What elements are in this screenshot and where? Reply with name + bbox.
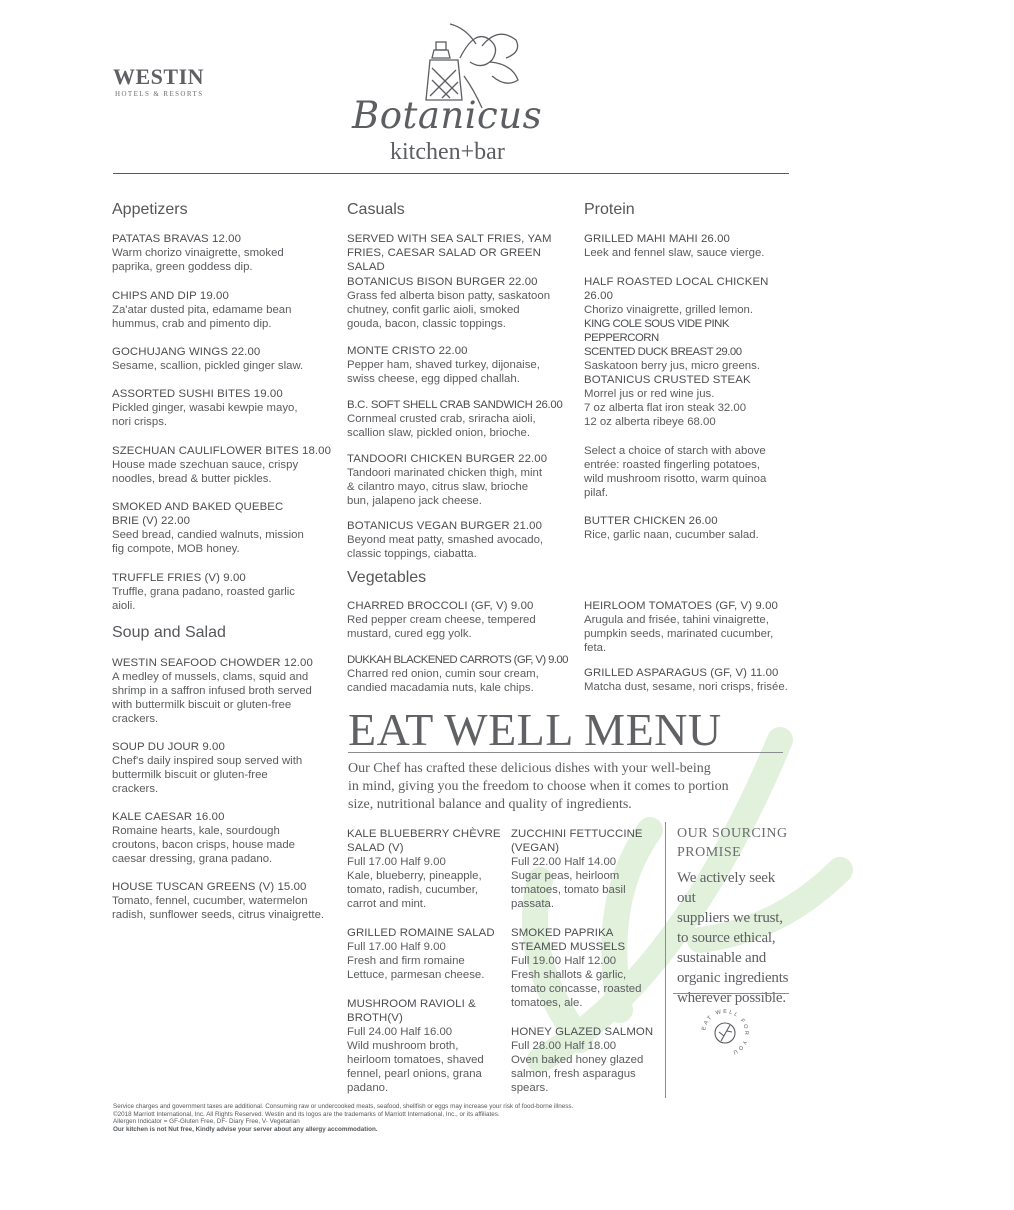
menu-item	[584, 666, 799, 694]
eat-well-intro: Our Chef has crafted these delicious dishes with your well-being in mind, giving you the freedom to choose when it comes to portion size, nutritional balance and quality of ingredients.	[348, 761, 729, 812]
eat-well-rule	[348, 752, 783, 753]
menu-item	[347, 519, 543, 561]
casuals-note	[347, 232, 572, 274]
item-name: MONTE CRISTO 22.00	[347, 345, 468, 357]
item-name: GRILLED ROMAINE SALAD	[347, 927, 495, 939]
item-desc: Fresh shallots & garlic, tomato concasse, roasted tomatoes, ale.	[511, 969, 642, 1009]
soup-salad-title: Soup and Salad	[112, 624, 226, 641]
eat-well-leaf-icon	[697, 1005, 753, 1061]
brand-name: WESTIN	[113, 64, 205, 89]
item-desc: Oven baked honey glazed salmon, fresh asparagus spears.	[511, 1054, 644, 1094]
item-desc: Za'atar dusted pita, edamame bean hummus, crab and pimento dip.	[112, 304, 292, 330]
item-desc: Matcha dust, sesame, nori crisps, frisée.	[584, 681, 788, 693]
item-name: KING COLE SOUS VIDE PINK PEPPERCORN SCENTED DUCK BREAST 29.00	[584, 318, 742, 358]
item-name: GOCHUJANG WINGS 22.00	[112, 346, 261, 358]
item-name: SMOKED AND BAKED QUEBEC BRIE (V) 22.00	[112, 501, 284, 527]
menu-item	[347, 344, 540, 386]
menu-item	[584, 599, 799, 655]
eat-well-title: EAT WELL MENU	[348, 704, 722, 755]
menu-item	[584, 373, 751, 429]
item-name: ZUCCHINI FETTUCCINE (VEGAN)	[511, 828, 643, 854]
item-price: Full 17.00 Half 9.00	[347, 856, 446, 868]
menu-item	[584, 317, 799, 373]
menu-item	[347, 275, 550, 331]
item-desc: Truffle, grana padano, roasted garlic aioli.	[112, 586, 295, 612]
item-desc: Red pepper cream cheese, tempered mustard, cured egg yolk.	[347, 614, 536, 640]
item-name: KALE CAESAR 16.00	[112, 811, 225, 823]
item-name: BOTANICUS CRUSTED STEAK	[584, 374, 751, 386]
item-price: Full 17.00 Half 9.00	[347, 941, 446, 953]
item-name: DUKKAH BLACKENED CARROTS (GF, V) 9.00	[347, 654, 568, 666]
sourcing-rule	[673, 993, 789, 994]
item-name: MUSHROOM RAVIOLI & BROTH(V)	[347, 998, 476, 1024]
item-desc: Chef's daily inspired soup served with buttermilk biscuit or gluten-free crackers.	[112, 755, 303, 795]
protein-title: Protein	[584, 201, 635, 218]
item-name: SMOKED PAPRIKA STEAMED MUSSELS	[511, 927, 626, 953]
menu-item	[347, 997, 484, 1095]
menu-item	[347, 827, 501, 911]
menu-item	[112, 740, 302, 796]
item-name: SOUP DU JOUR 9.00	[112, 741, 225, 753]
item-desc: Fresh and firm romaine Lettuce, parmesan cheese.	[347, 955, 485, 981]
menu-item	[347, 926, 495, 982]
item-desc: Pickled ginger, wasabi kewpie mayo, nori crisps.	[112, 402, 298, 428]
item-desc: Beyond meat patty, smashed avocado, classic toppings, ciabatta.	[347, 534, 544, 560]
item-desc: Chorizo vinaigrette, grilled lemon.	[584, 304, 754, 316]
logo-subtitle: kitchen+bar	[390, 139, 505, 165]
menu-item	[347, 653, 577, 695]
svg-text:EAT WELL FOR YOU	[701, 1009, 749, 1056]
item-name: TRUFFLE FRIES (V) 9.00	[112, 572, 246, 584]
item-desc: A medley of mussels, clams, squid and shrimp in a saffron infused broth served with buttermilk biscuit or gluten-free crackers.	[112, 671, 312, 725]
item-desc: House made szechuan sauce, crispy noodles, bread & butter pickles.	[112, 459, 299, 485]
menu-item	[112, 387, 298, 429]
menu-item	[112, 345, 303, 373]
casuals-note-text: SERVED WITH SEA SALT FRIES, YAM FRIES, CAESAR SALAD OR GREEN SALAD	[347, 233, 552, 273]
item-desc: Grass fed alberta bison patty, saskatoon chutney, confit garlic aioli, smoked gouda, bacon, classic toppings.	[347, 290, 551, 330]
menu-item	[347, 599, 577, 641]
item-price: Full 19.00 Half 12.00	[511, 955, 617, 967]
item-desc: Arugula and frisée, tahini vinaigrette, pumpkin seeds, marinated cucumber, feta.	[584, 614, 774, 654]
menu-item	[584, 232, 764, 260]
brand-tagline: HOTELS & RESORTS	[115, 90, 204, 98]
item-price: Full 24.00 Half 16.00	[347, 1026, 453, 1038]
item-desc: Seed bread, candied walnuts, mission fig compote, MOB honey.	[112, 529, 304, 555]
item-name: GRILLED MAHI MAHI 26.00	[584, 233, 730, 245]
menu-item	[584, 275, 799, 317]
item-desc: Warm chorizo vinaigrette, smoked paprika, green goddess dip.	[112, 247, 284, 273]
menu-item	[112, 571, 295, 613]
item-desc: Sesame, scallion, pickled ginger slaw.	[112, 360, 304, 372]
footer-line-3: Allergen Indicator = GF-Gluten Free, DF- Diary Free, V- Vegetarian	[113, 1118, 300, 1126]
item-name: HOUSE TUSCAN GREENS (V) 15.00	[112, 881, 307, 893]
item-desc: Sugar peas, heirloom tomatoes, tomato basil passata.	[511, 870, 626, 910]
item-name: BOTANICUS BISON BURGER 22.00	[347, 276, 538, 288]
footer-line-2: ©2018 Marriott International, Inc. All Rights Reserved. Westin and its logos are the trademarks of Marriott International, Inc., or its affiliates.	[113, 1110, 500, 1118]
item-name: BOTANICUS VEGAN BURGER 21.00	[347, 520, 543, 532]
sourcing-title: OUR SOURCING PROMISE	[677, 826, 788, 860]
badge-text: EAT WELL FOR YOU	[701, 1008, 750, 1056]
item-name: BUTTER CHICKEN 26.00	[584, 515, 718, 527]
item-desc: Saskatoon berry jus, micro greens.	[584, 360, 760, 372]
item-desc: Leek and fennel slaw, sauce vierge.	[584, 247, 765, 259]
item-desc: Morrel jus or red wine jus. 7 oz alberta flat iron steak 32.00 12 oz alberta ribeye 68.00	[584, 388, 747, 428]
item-name: HONEY GLAZED SALMON	[511, 1026, 654, 1038]
menu-item	[112, 656, 313, 726]
item-name: TANDOORI CHICKEN BURGER 22.00	[347, 453, 548, 465]
appetizers-title: Appetizers	[112, 201, 188, 218]
menu-item	[584, 514, 759, 542]
footer-line-4: Our kitchen is not Nut free, Kindly advise your server about any allergy accommodation.	[113, 1125, 378, 1133]
item-name: HALF ROASTED LOCAL CHICKEN 26.00	[584, 276, 769, 302]
menu-item	[112, 289, 291, 331]
sourcing-body: We actively seek out suppliers we trust, to source ethical, sustainable and organic ingredients wherever possible.	[677, 870, 789, 1006]
item-desc: Charred red onion, cumin sour cream, candied macadamia nuts, kale chips.	[347, 668, 539, 694]
vegetables-title: Vegetables	[347, 569, 427, 586]
menu-item	[511, 926, 641, 1010]
starch-note: Select a choice of starch with above entrée: roasted fingerling potatoes, wild mushroom risotto, warm quinoa pilaf.	[584, 445, 767, 499]
item-name: SZECHUAN CAULIFLOWER BITES 18.00	[112, 445, 332, 457]
item-name: KALE BLUEBERRY CHÈVRE SALAD (V)	[347, 828, 501, 854]
item-price: Full 28.00 Half 18.00	[511, 1040, 617, 1052]
item-name: WESTIN SEAFOOD CHOWDER 12.00	[112, 657, 313, 669]
item-desc: Cornmeal crusted crab, sriracha aioli, scallion slaw, pickled onion, brioche.	[347, 413, 536, 439]
casuals-title: Casuals	[347, 201, 405, 218]
footer-line-1: Service charges and government taxes are additional. Consuming raw or undercooked meats, seafood, shellfish or eggs may increase your risk of food-borne illness.	[113, 1103, 574, 1110]
item-price: Full 22.00 Half 14.00	[511, 856, 617, 868]
item-desc: Pepper ham, shaved turkey, dijonaise, swiss cheese, egg dipped challah.	[347, 359, 540, 385]
item-name: CHIPS AND DIP 19.00	[112, 290, 229, 302]
item-name: B.C. SOFT SHELL CRAB SANDWICH 26.00	[347, 399, 563, 411]
menu-item	[112, 500, 304, 556]
item-desc: Romaine hearts, kale, sourdough croutons, bacon crisps, house made caesar dressing, grana padano.	[112, 825, 295, 865]
menu-item	[347, 452, 547, 508]
menu-item	[112, 232, 284, 274]
menu-item	[112, 444, 331, 486]
eat-well-divider	[665, 822, 666, 1098]
menu-item	[112, 810, 295, 866]
menu-item	[511, 827, 643, 911]
logo-script: Botanicus	[352, 94, 543, 137]
item-desc: Tandoori marinated chicken thigh, mint & cilantro mayo, citrus slaw, brioche bun, jalapeno jack cheese.	[347, 467, 543, 507]
item-desc: Rice, garlic naan, cucumber salad.	[584, 529, 759, 541]
item-desc: Wild mushroom broth, heirloom tomatoes, shaved fennel, pearl onions, grana padano.	[347, 1040, 484, 1094]
header-rule	[113, 173, 789, 174]
menu-item	[511, 1025, 653, 1095]
item-desc: Kale, blueberry, pineapple, tomato, radish, cucumber, carrot and mint.	[347, 870, 482, 910]
menu-item	[112, 880, 324, 922]
footer	[113, 1103, 813, 1133]
item-name: PATATAS BRAVAS 12.00	[112, 233, 242, 245]
item-name: GRILLED ASPARAGUS (GF, V) 11.00	[584, 667, 779, 679]
item-desc: Tomato, fennel, cucumber, watermelon radish, sunflower seeds, citrus vinaigrette.	[112, 895, 325, 921]
menu-item	[347, 398, 562, 440]
item-name: CHARRED BROCCOLI (GF, V) 9.00	[347, 600, 534, 612]
item-name: HEIRLOOM TOMATOES (GF, V) 9.00	[584, 600, 778, 612]
item-name: ASSORTED SUSHI BITES 19.00	[112, 388, 283, 400]
